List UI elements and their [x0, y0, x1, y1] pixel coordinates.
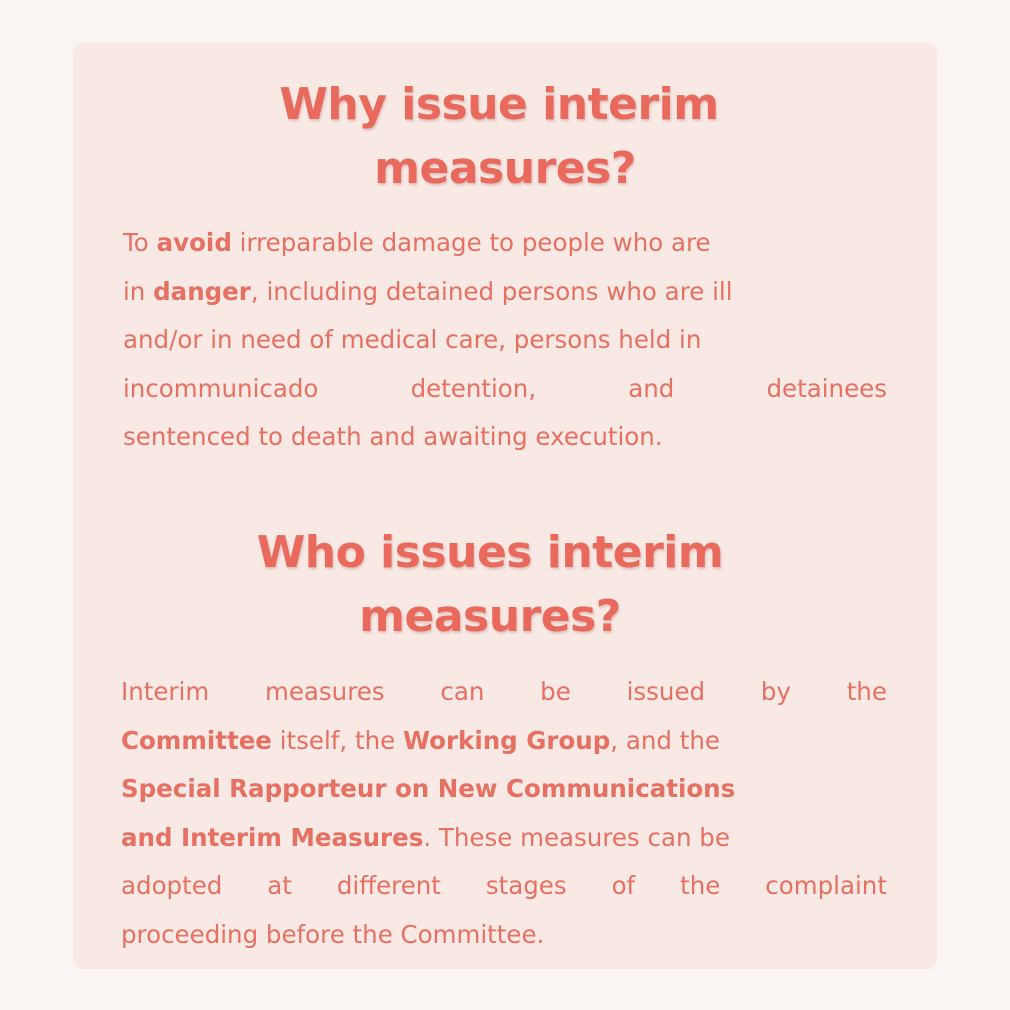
- word: detainees: [766, 373, 887, 403]
- word: measures: [264, 677, 385, 706]
- heading-who-issues: [73, 521, 937, 649]
- text-run: [121, 717, 720, 766]
- text-run: To: [123, 228, 157, 257]
- text-run: , including detained persons who are ill: [250, 276, 733, 306]
- paragraph-line: sentenced to death and awaiting execution.: [123, 422, 663, 451]
- bold-term-danger: danger: [153, 276, 251, 306]
- text-run: in: [123, 276, 154, 306]
- paragraph-line: proceeding before the Committee.: [121, 919, 545, 949]
- bold-term-special-rapporteur: Special Rapporteur on New Communications: [121, 774, 736, 803]
- heading-who-issues-line2: measures?: [359, 591, 621, 642]
- bold-term-avoid: avoid: [156, 228, 232, 257]
- text-run: [123, 219, 711, 268]
- word: can: [440, 677, 485, 706]
- text-run: irreparable damage to people who are: [231, 228, 711, 257]
- word: complaint: [765, 871, 887, 900]
- paragraph-line: [121, 668, 887, 717]
- paragraph-line: [121, 814, 887, 863]
- text-run: . These measures can be: [423, 822, 730, 852]
- bold-term-interim-measures: and Interim Measures: [121, 822, 424, 852]
- word: stages: [485, 871, 567, 900]
- paragraph-line: [123, 219, 887, 268]
- paragraph-line: [121, 765, 887, 814]
- word: incommunicado: [123, 373, 319, 403]
- content-card: [73, 43, 937, 969]
- bold-term-working-group: Working Group: [402, 725, 611, 755]
- heading-why-issue-line1: Why issue interim: [279, 79, 719, 130]
- word: at: [267, 871, 292, 900]
- text-run: [121, 814, 730, 863]
- word: the: [680, 871, 721, 900]
- word: issued: [626, 677, 706, 706]
- paragraph-line: [123, 268, 887, 317]
- word: detention,: [410, 373, 537, 403]
- text-run: itself, the: [271, 725, 403, 755]
- word: of: [611, 871, 636, 900]
- word: Interim: [121, 677, 210, 706]
- paragraph-who-issues: [121, 668, 887, 959]
- heading-why-issue: [73, 73, 937, 201]
- heading-why-issue-line2: measures?: [374, 143, 636, 194]
- word: by: [760, 677, 791, 706]
- paragraph-line: [121, 862, 887, 911]
- word: be: [540, 677, 571, 706]
- word: the: [846, 677, 887, 706]
- paragraph-line: [121, 717, 887, 766]
- paragraph-line: and/or in need of medical care, persons held in: [123, 325, 702, 354]
- heading-who-issues-line1: Who issues interim: [256, 527, 724, 578]
- text-run: , and the: [610, 725, 720, 755]
- word: different: [336, 871, 441, 900]
- bold-term-committee: Committee: [121, 725, 272, 755]
- word: adopted: [121, 871, 223, 900]
- paragraph-why-issue: [123, 219, 887, 462]
- paragraph-line: [123, 365, 887, 414]
- text-run: [123, 268, 733, 317]
- word: and: [628, 373, 675, 403]
